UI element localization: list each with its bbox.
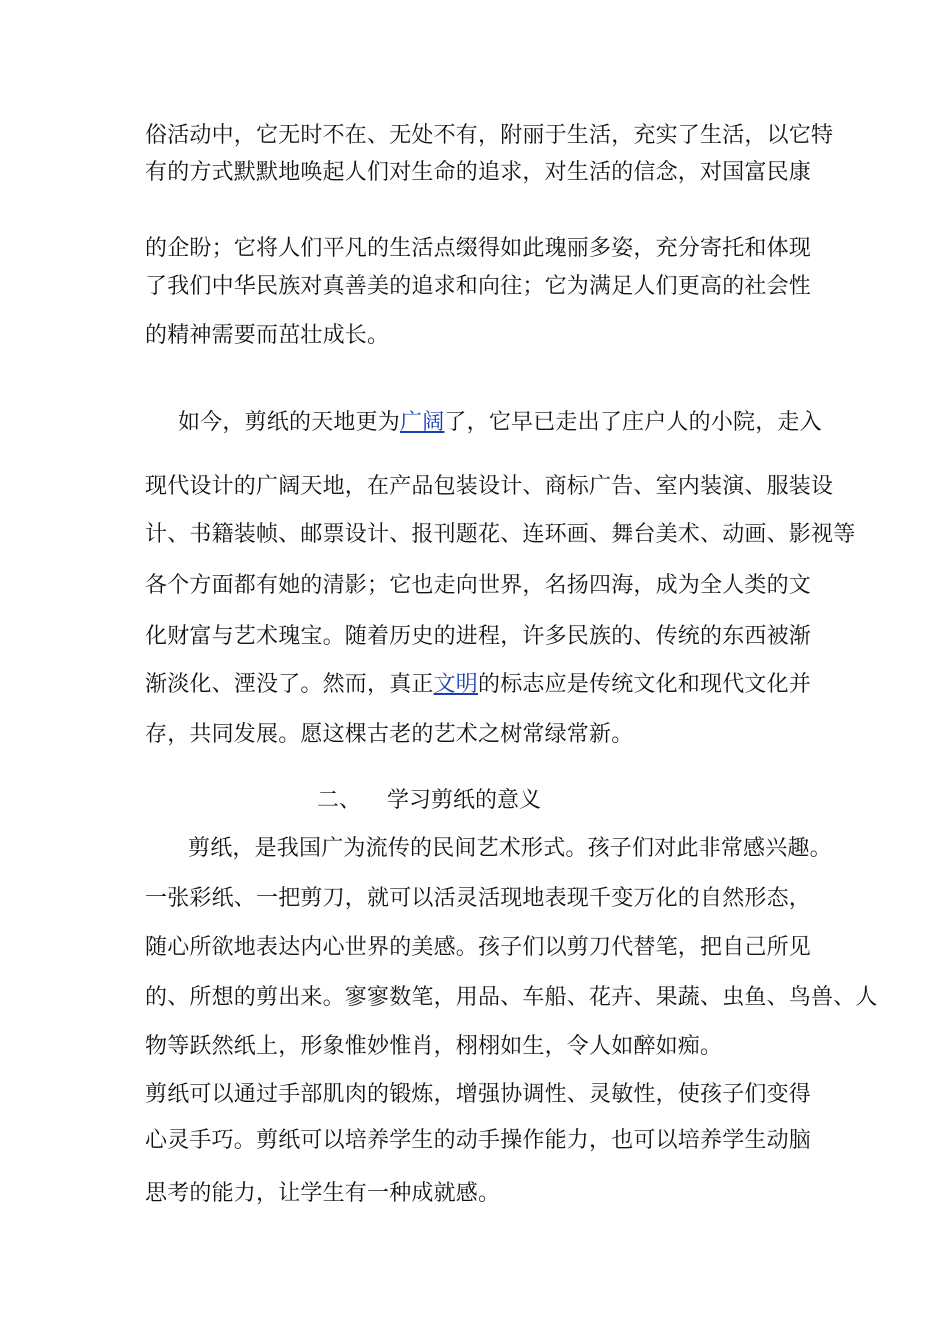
link-guangkuo[interactable]: 广阔: [400, 410, 445, 435]
paragraph1-line: 的精神需要而茁壮成长。: [145, 323, 390, 348]
paragraph4-line: 思考的能力，让学生有一种成就感。: [145, 1181, 501, 1206]
paragraph2-line: 现代设计的广阔天地，在产品包装设计、商标广告、室内装演、服装设: [145, 474, 834, 499]
paragraph2-line: 化财富与艺术瑰宝。随着历史的进程，许多民族的、传统的东西被渐: [145, 624, 812, 649]
paragraph4-line: 剪纸可以通过手部肌肉的锻炼，增强协调性、灵敏性，使孩子们变得: [145, 1082, 812, 1107]
paragraph2-first-line: [178, 408, 822, 438]
paragraph3-line: 一张彩纸、一把剪刀，就可以活灵活现地表现千变万化的自然形态，: [145, 886, 812, 911]
paragraph1-line: 有的方式默默地唤起人们对生命的追求，对生活的信念，对国富民康: [145, 160, 812, 185]
paragraph1-line: 俗活动中，它无时不在、无处不有，附丽于生活，充实了生活，以它特: [145, 123, 834, 148]
paragraph2-text: 如今，剪纸的天地更为: [178, 410, 401, 435]
paragraph1-line: 的企盼；它将人们平凡的生活点缀得如此瑰丽多姿，充分寄托和体现: [145, 236, 812, 261]
section-title: 学习剪纸的意义: [387, 788, 542, 813]
paragraph3-line: 剪纸，是我国广为流传的民间艺术形式。孩子们对此非常感兴趣。: [188, 836, 832, 861]
paragraph3-line: 物等跃然纸上，形象惟妙惟肖，栩栩如生，令人如醉如痴。: [145, 1034, 723, 1059]
link-wenming[interactable]: 文明: [433, 672, 479, 697]
paragraph2-line: 各个方面都有她的清影；它也走向世界，名扬四海，成为全人类的文: [145, 573, 812, 598]
section-heading: [317, 786, 541, 816]
paragraph2-text: 的标志应是传统文化和现代文化并: [478, 672, 812, 697]
paragraph3-line: 的、所想的剪出来。寥寥数笔，用品、车船、花卉、果蔬、虫鱼、鸟兽、人: [145, 985, 878, 1010]
paragraph4-line: 心灵手巧。剪纸可以培养学生的动手操作能力，也可以培养学生动脑: [145, 1128, 812, 1153]
paragraph2-line-with-link: [145, 670, 811, 700]
section-number: 二、: [317, 788, 362, 813]
paragraph2-line: 计、书籍装帧、邮票设计、报刊题花、连环画、舞台美术、动画、影视等: [145, 522, 856, 547]
paragraph2-text: 了，它早已走出了庄户人的小院，走入: [444, 410, 822, 435]
paragraph1-line: 了我们中华民族对真善美的追求和向往；它为满足人们更高的社会性: [145, 274, 812, 299]
paragraph2-text: 渐淡化、湮没了。然而，真正: [145, 672, 434, 697]
paragraph3-line: 随心所欲地表达内心世界的美感。孩子们以剪刀代替笔，把自己所见: [145, 935, 812, 960]
paragraph2-line: 存，共同发展。愿这棵古老的艺术之树常绿常新。: [145, 722, 634, 747]
